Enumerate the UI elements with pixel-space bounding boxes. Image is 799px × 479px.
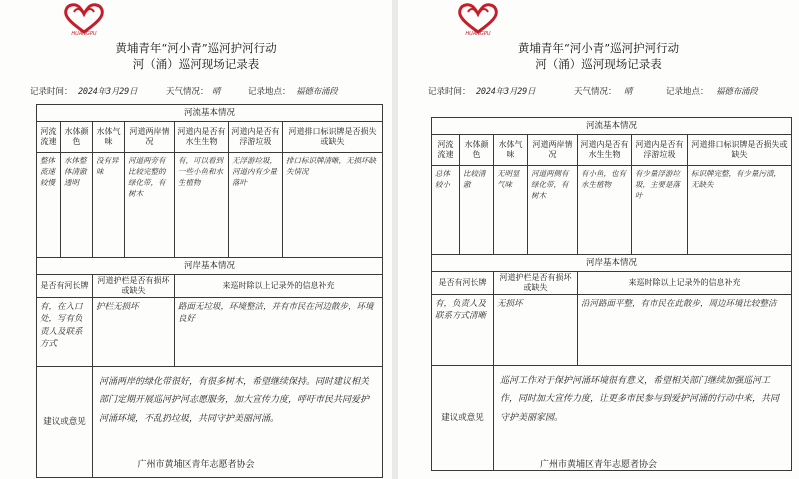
river-header-4: 河道两岸情况 bbox=[125, 122, 175, 153]
form-subtitle: 河（涌）巡河现场记录表 bbox=[535, 57, 662, 71]
river-header-2: 水体颜色 bbox=[460, 135, 494, 166]
river-header-row bbox=[37, 122, 383, 153]
river-value-1: 总体较小 bbox=[432, 166, 460, 255]
bank-value-3: 路面无垃圾，环境整洁，并有市民在河边散步，环境良好 bbox=[175, 298, 383, 367]
patrol-record-form-1 bbox=[0, 0, 392, 479]
bank-value-row bbox=[432, 295, 792, 366]
bank-header-3: 来巡时除以上记录外的信息补充 bbox=[175, 275, 383, 298]
river-value-6: 有少量浮游垃圾，主要是落叶 bbox=[632, 166, 688, 255]
river-header-1: 河流流速 bbox=[37, 122, 61, 153]
location-label: 记录地点： bbox=[666, 87, 709, 97]
river-value-row bbox=[432, 166, 792, 255]
weather-label: 天气情况： bbox=[574, 87, 617, 97]
weather-value: 晴 bbox=[212, 87, 221, 97]
river-header-5: 河道内是否有水生生物 bbox=[578, 135, 632, 166]
volunteer-logo bbox=[62, 2, 106, 38]
river-value-1: 整体流速较慢 bbox=[37, 153, 61, 258]
suggestion-label: 建议或意见 bbox=[37, 367, 93, 478]
section-river-title: 河流基本情况 bbox=[37, 105, 383, 122]
form-title: 黄埔青年“河小青”巡河护河行动 bbox=[517, 41, 680, 55]
bank-value-1: 有，在入口处，写有负责人及联系方式 bbox=[37, 298, 93, 367]
river-header-3: 水体气味 bbox=[494, 135, 528, 166]
river-value-3: 没有异味 bbox=[93, 153, 125, 258]
footer-org: 广州市黄埔区青年志愿者协会 bbox=[137, 460, 255, 470]
river-header-row bbox=[432, 135, 792, 166]
river-header-2: 水体颜色 bbox=[61, 122, 93, 153]
river-value-5: 有小鱼，也有水生植物 bbox=[578, 166, 632, 255]
river-value-5: 有，可以看到一些小鱼和水生植物 bbox=[175, 153, 229, 258]
bank-value-3: 沿河路面平整，有市民在此散步，周边环境比较整洁 bbox=[578, 295, 792, 366]
bank-header-row bbox=[432, 272, 792, 295]
logo-text: HUANGPU bbox=[71, 31, 97, 37]
river-header-7: 河道排口标识牌是否损失或缺失 bbox=[688, 135, 792, 166]
form-subtitle: 河（涌）巡河现场记录表 bbox=[132, 57, 260, 71]
record-time-label: 记录时间： bbox=[30, 87, 73, 97]
river-header-1: 河流流速 bbox=[432, 135, 460, 166]
river-header-7: 河道排口标识牌是否损失或缺失 bbox=[283, 122, 383, 153]
river-value-4: 河道两旁有比较完整的绿化带，有树木 bbox=[125, 153, 175, 258]
bank-header-3: 来巡时除以上记录外的信息补充 bbox=[578, 272, 792, 295]
river-value-6: 无浮游垃圾，河道内有少量落叶 bbox=[229, 153, 283, 258]
river-value-3: 无明显气味 bbox=[494, 166, 528, 255]
meta-row bbox=[428, 83, 789, 99]
record-time-value: 2024年3月29日 bbox=[78, 87, 138, 97]
river-header-4: 河道两岸情况 bbox=[528, 135, 578, 166]
footer-org: 广州市黄埔区青年志愿者协会 bbox=[539, 460, 657, 470]
location-label: 记录地点： bbox=[248, 87, 291, 97]
river-header-6: 河道内是否有浮游垃圾 bbox=[632, 135, 688, 166]
river-value-7: 标识牌完整，有少量污渍，无缺失 bbox=[688, 166, 792, 255]
logo-text: HUANGPU bbox=[465, 31, 491, 37]
river-value-2: 水体整体清澈透明 bbox=[61, 153, 93, 258]
record-time-value: 2024年3月29日 bbox=[476, 87, 536, 97]
bank-value-1: 有，负责人及联系方式清晰 bbox=[432, 295, 494, 366]
suggestion-row bbox=[432, 366, 792, 471]
bank-header-2: 河道护栏是否有损坏或缺失 bbox=[93, 275, 175, 298]
heart-hands-logo-icon bbox=[62, 2, 106, 34]
river-header-3: 水体气味 bbox=[93, 122, 125, 153]
form-title: 黄埔青年“河小青”巡河护河行动 bbox=[115, 41, 277, 55]
location-value: 福德布涌段 bbox=[296, 87, 338, 97]
section-river-title: 河流基本情况 bbox=[432, 118, 792, 135]
river-header-6: 河道内是否有浮游垃圾 bbox=[229, 122, 283, 153]
bank-value-row bbox=[37, 298, 383, 367]
bank-header-row bbox=[37, 275, 383, 298]
river-value-2: 比较清澈 bbox=[460, 166, 494, 255]
location-value: 福德布涌段 bbox=[716, 87, 758, 97]
river-value-7: 排口标识牌清晰，无损坏缺失情况 bbox=[283, 153, 383, 258]
section-bank-title: 河岸基本情况 bbox=[432, 255, 792, 272]
heart-hands-logo-icon bbox=[456, 2, 500, 34]
river-header-5: 河道内是否有水生生物 bbox=[175, 122, 229, 153]
volunteer-logo bbox=[456, 2, 500, 38]
weather-value: 晴 bbox=[624, 87, 633, 97]
bank-header-1: 是否有河长牌 bbox=[37, 275, 93, 298]
bank-value-2: 护栏无损坏 bbox=[93, 298, 175, 367]
bank-value-2: 无损坏 bbox=[494, 295, 578, 366]
section-bank-title: 河岸基本情况 bbox=[37, 258, 383, 275]
suggestion-text: 河涌两岸的绿化带很好，有很多树木，希望继续保持。同时建议相关部门定期开展巡河护河志愿服务，加大宣传力度，呼吁市民共同爱护河涌环境，不乱扔垃圾，共同守护美丽河涌。 bbox=[93, 367, 383, 478]
bank-header-2: 河道护栏是否有损坏或缺失 bbox=[494, 272, 578, 295]
suggestion-label: 建议或意见 bbox=[432, 366, 494, 471]
meta-row bbox=[30, 83, 382, 99]
bank-header-1: 是否有河长牌 bbox=[432, 272, 494, 295]
record-table bbox=[431, 117, 792, 471]
record-time-label: 记录时间： bbox=[428, 87, 471, 97]
river-value-row bbox=[37, 153, 383, 258]
record-table bbox=[36, 104, 383, 478]
river-value-4: 河道两侧有绿化带，有树木 bbox=[528, 166, 578, 255]
patrol-record-form-2 bbox=[398, 0, 799, 479]
weather-label: 天气情况： bbox=[166, 87, 209, 97]
suggestion-text: 巡河工作对于保护河涌环境很有意义，希望相关部门继续加强巡河工作，同时加大宣传力度，让更多市民参与到爱护河涌的行动中来，共同守护美丽家园。 bbox=[494, 366, 792, 471]
